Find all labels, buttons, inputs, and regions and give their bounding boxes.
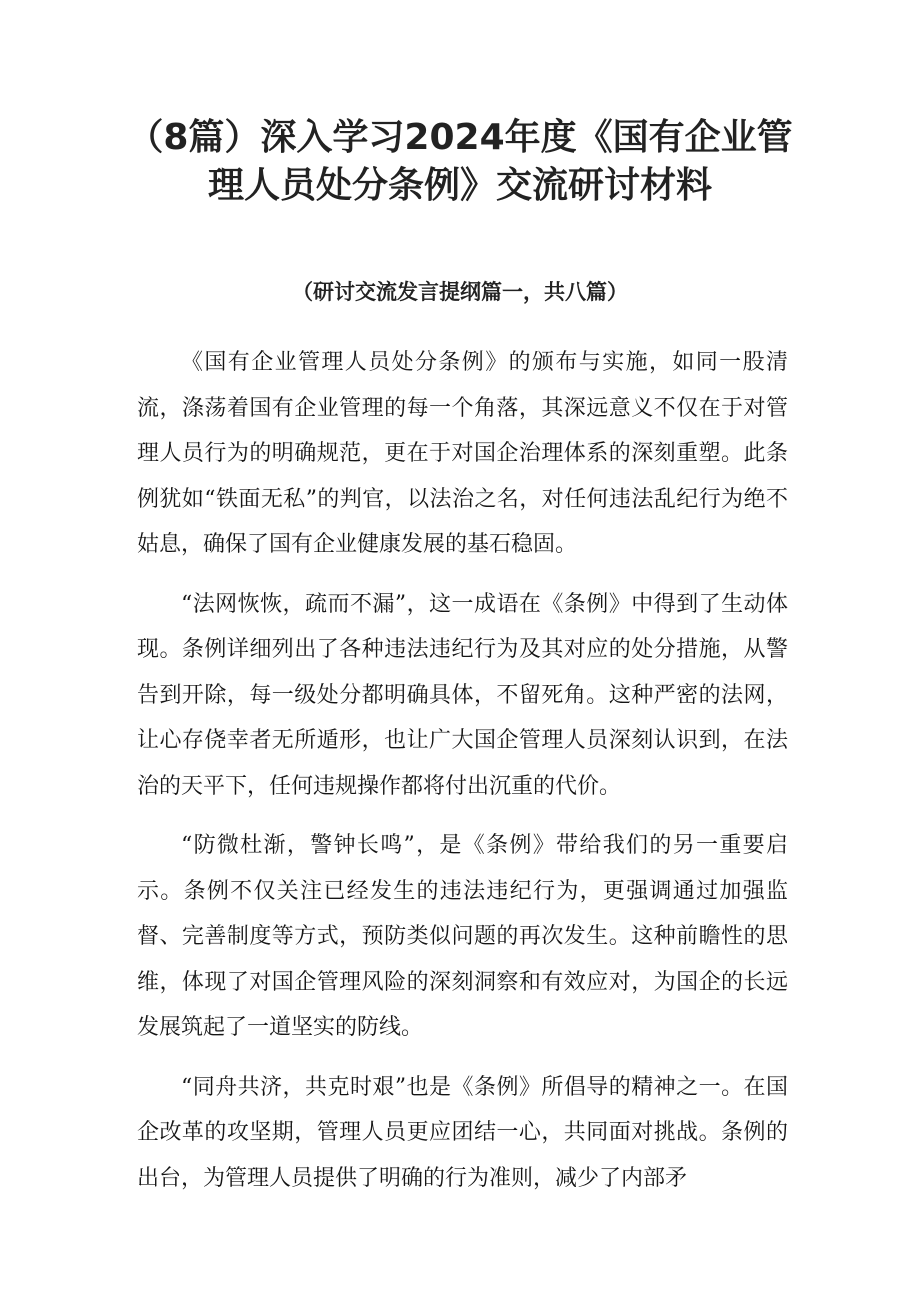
body-paragraph-3: “防微杜渐，警钟长鸣”，是《条例》带给我们的另一重要启示。条例不仅关注已经发生的违法违纪行为，更强调通过加强监督、完善制度等方式，预防类似问题的再次发生。这种前瞻性的思维，体现了对国企管理风险的深刻洞察和有效应对，为国企的长远发展筑起了一道坚实的防线。 (137, 833, 788, 1040)
document-body (137, 340, 788, 1215)
document-subtitle: （研讨交流发言提纲篇一，共八篇） (292, 279, 628, 304)
document-title-line-2: 理人员处分条例》交流研讨材料 (207, 165, 712, 206)
document-title-line-1: （8篇）深入学习2024年度《国有企业管 (127, 117, 793, 158)
body-paragraph-1: 《国有企业管理人员处分条例》的颁布与实施，如同一股清流，涤荡着国有企业管理的每一个角落，其深远意义不仅在于对管理人员行为的明确规范，更在于对国企治理体系的深刻重塑。此条例犹如“铁面无私”的判官，以法治之名，对任何违法乱纪行为绝不姑息，确保了国有企业健康发展的基石稳固。 (137, 350, 788, 557)
body-paragraph-2: “法网恢恢，疏而不漏”，这一成语在《条例》中得到了生动体现。条例详细列出了各种违法违纪行为及其对应的处分措施，从警告到开除，每一级处分都明确具体，不留死角。这种严密的法网，让心存侥幸者无所遁形，也让广大国企管理人员深刻认识到，在法治的天平下，任何违规操作都将付出沉重的代价。 (137, 591, 788, 799)
body-paragraph-4: “同舟共济，共克时艰”也是《条例》所倡导的精神之一。在国企改革的攻坚期，管理人员更应团结一心，共同面对挑战。条例的出台，为管理人员提供了明确的行为准则，减少了内部矛 (137, 1074, 788, 1191)
